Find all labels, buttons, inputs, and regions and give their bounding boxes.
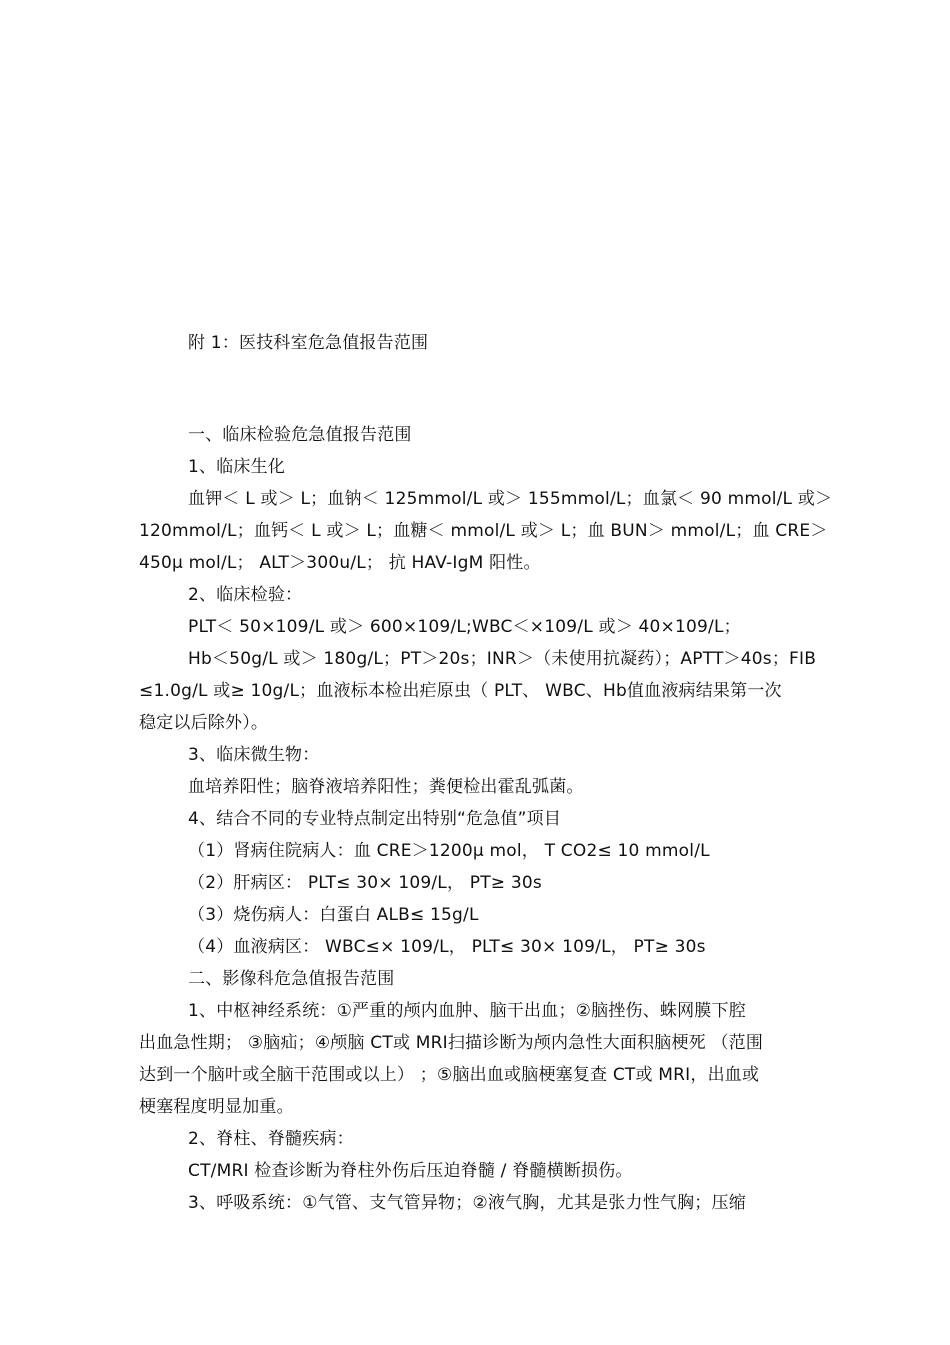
paragraph-line: 1、中枢神经系统：①严重的颅内血肿、脑干出血；②脑挫伤、蛛网膜下腔 [188, 1001, 746, 1021]
paragraph-line: Hb＜50g/L 或＞ 180g/L；PT＞20s；INR＞（未使用抗凝药）；APTT＞40s；FIB [188, 649, 817, 669]
paragraph-line: PLT＜ 50×109/L 或＞ 600×109/L;WBC＜×109/L 或＞ 40×109/L； [188, 617, 741, 637]
paragraph-line: 稳定以后除外）。 [139, 713, 269, 733]
document-title: 附 1：医技科室危急值报告范围 [188, 333, 429, 353]
subsection-heading: 4、结合不同的专业特点制定出特别“危急值”项目 [188, 809, 562, 829]
subsection-heading: 2、脊柱、脊髓疾病： [188, 1129, 354, 1149]
list-item: （2）肝病区： PLT≤ 30× 109/L， PT≥ 30s [188, 873, 542, 893]
paragraph-line: CT/MRI 检查诊断为脊柱外伤后压迫脊髓 / 脊髓横断损伤。 [188, 1161, 633, 1181]
list-item: （4）血液病区： WBC≤× 109/L， PLT≤ 30× 109/L， PT≥ 30s [188, 937, 706, 957]
paragraph-line: 450μ mol/L； ALT＞300u/L； 抗 HAV-IgM 阳性。 [139, 553, 541, 573]
paragraph-line: 血钾＜ L 或＞ L；血钠＜ 125mmol/L 或＞ 155mmol/L；血氯＜ 90 mmol/L 或＞ [188, 489, 833, 509]
paragraph-line: ≤1.0g/L 或≥ 10g/L；血液标本检出疟原虫（ PLT、 WBC、Hb值血液病结果第一次 [139, 681, 782, 701]
subsection-heading: 2、临床检验： [188, 585, 303, 605]
subsection-heading: 1、临床生化 [188, 457, 286, 477]
subsection-heading: 3、临床微生物： [188, 745, 320, 765]
paragraph-line: 出血急性期； ③脑疝；④颅脑 CT或 MRI扫描诊断为颅内急性大面积脑梗死 （范围 [139, 1033, 764, 1053]
section-heading: 一、临床检验危急值报告范围 [188, 425, 412, 445]
list-item: （1）肾病住院病人：血 CRE＞1200μ mol， T CO2≤ 10 mmol/L [188, 841, 710, 861]
paragraph-line: 达到一个脑叶或全脑干范围或以上） ；⑤脑出血或脑梗塞复查 CT或 MRI，出血或 [139, 1065, 760, 1085]
paragraph-line: 120mmol/L；血钙＜ L 或＞ L；血糖＜ mmol/L 或＞ L；血 BUN＞ mmol/L；血 CRE＞ [139, 521, 828, 541]
paragraph-line: 梗塞程度明显加重。 [139, 1097, 294, 1117]
list-item: （3）烧伤病人：白蛋白 ALB≤ 15g/L [188, 905, 479, 925]
paragraph-line: 血培养阳性；脑脊液培养阳性；粪便检出霍乱弧菌。 [188, 777, 584, 797]
paragraph-line: 3、呼吸系统：①气管、支气管异物；②液气胸，尤其是张力性气胸；压缩 [188, 1193, 746, 1213]
section-heading: 二、影像科危急值报告范围 [188, 969, 395, 989]
